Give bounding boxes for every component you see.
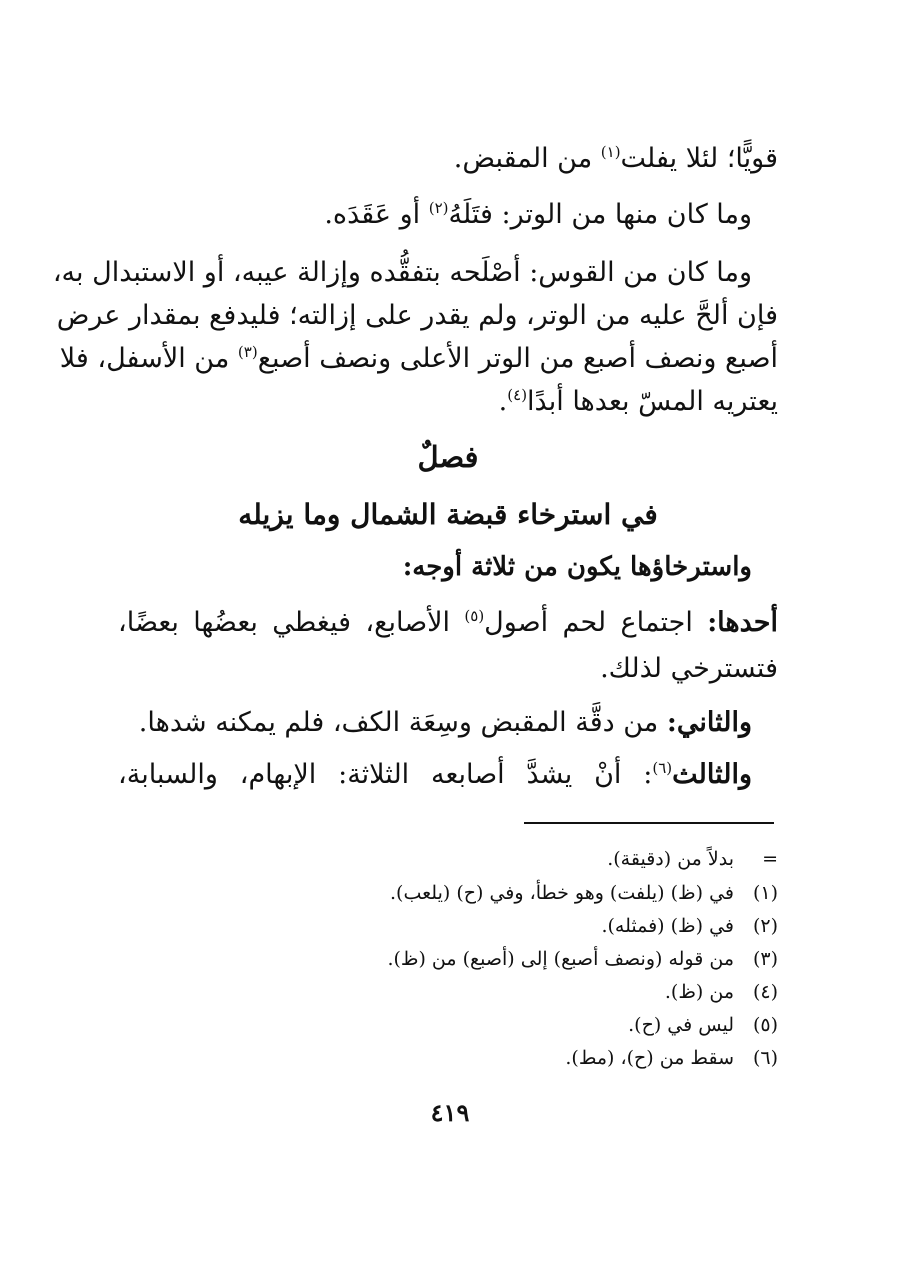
page-number: ٤١٩ [430, 1098, 470, 1127]
footnote-4: (٤)من (ظ). [664, 981, 778, 1003]
footnote-separator [524, 822, 774, 824]
text-line-8: أحدها: اجتماع لحم أصول$^{(٥)}$ الأصابع، فيغطي بعضُها بعضًا، [118, 607, 778, 638]
footnote-2: (٢)في (ظ) (فمثله). [601, 915, 778, 937]
text-line-6: يعتريه المسّ بعدها أبدًا$^{(٤)}$. [498, 386, 778, 417]
text-line-5: أصبع ونصف أصبع من الوتر الأعلى ونصف أصبع$^{(٣)}$ من الأسفل، فلا [59, 343, 778, 374]
text-line-10: والثاني: من دقَّة المقبض وسِعَة الكف، فلم يمكنه شدها. [138, 707, 752, 738]
text-line-9: فتسترخي لذلك. [600, 653, 778, 684]
text-line-1: قويًّا؛ لئلا يفلت$^{(١)}$ من المقبض. [453, 143, 778, 174]
footnote-3: (٣)من قوله (ونصف أصبع) إلى (أصبع) من (ظ). [387, 948, 778, 970]
footnote-ref-5: (٥) [464, 607, 485, 625]
footnote-ref-4: (٤) [507, 386, 528, 404]
footnote-continuation: =بدلاً من (دقيقة). [607, 848, 778, 870]
section-subtitle: في استرخاء قبضة الشمال وما يزيله [238, 498, 658, 531]
text-line-11: والثالث$^{(٦)}$: أنْ يشدَّ أصابعه الثلاثة: الإبهام، والسبابة، [118, 759, 752, 790]
footnote-ref-6: (٦) [652, 759, 673, 777]
text-line-2: وما كان منها من الوتر: فتَلَهُ$^{(٢)}$ أو عَقَدَه. [324, 199, 752, 230]
footnote-6: (٦)سقط من (ح)، (مط). [565, 1047, 778, 1069]
text-line-3: وما كان من القوس: أصْلَحه بتفقُّده وإزالة عيبه، أو الاستبدال به، [52, 257, 752, 288]
section-title: فصلٌ [417, 440, 479, 474]
footnote-ref-1: (١) [600, 143, 621, 161]
footnote-1: (١)في (ظ) (يلفت) وهو خطأ، وفي (ح) (يلعب). [390, 882, 778, 904]
footnote-5: (٥)ليس في (ح). [628, 1014, 778, 1036]
text-line-4: فإن ألحَّ عليه من الوتر، ولم يقدر على إزالته؛ فليدفع بمقدار عرض [56, 300, 778, 331]
footnote-ref-2: (٢) [428, 199, 449, 217]
text-line-7: واسترخاؤها يكون من ثلاثة أوجه: [402, 552, 752, 582]
footnote-ref-3: (٣) [237, 343, 258, 361]
